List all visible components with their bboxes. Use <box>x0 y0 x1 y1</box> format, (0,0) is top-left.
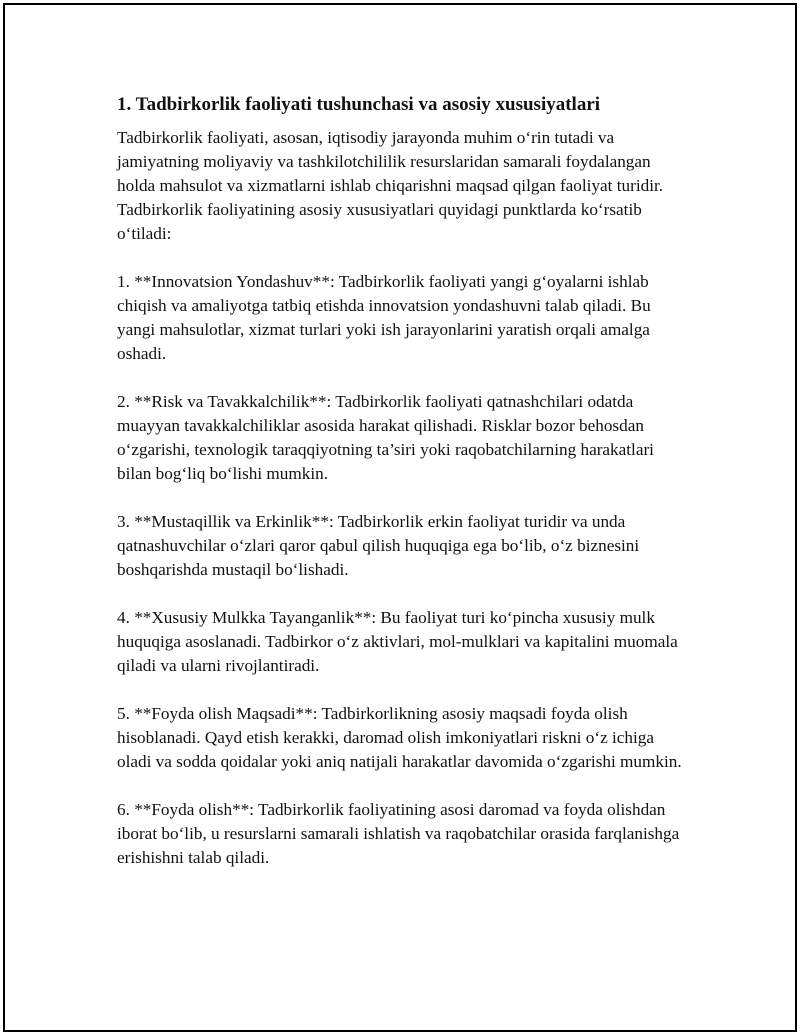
list-item-profit: 6. **Foyda olish**: Tadbirkorlik faoliyatining asosi daromad va foyda olishdan iborat bo‘lib, u resurslarni samarali ishlatish va raqobatchilar orasida farqlanishga erishishni talab qiladi. <box>117 800 680 867</box>
list-item-risk: 2. **Risk va Tavakkalchilik**: Tadbirkorlik faoliyati qatnashchilari odatda muayyan tavakkalchiliklar asosida harakat qilishadi. Risklar bozor behosdan o‘zgarishi, texnologik taraqqiyotning ta’siri yoki raqobatchilarning harakatlari bilan bog‘liq bo‘lishi mumkin. <box>117 392 654 483</box>
section-heading: 1. Tadbirkorlik faoliyati tushunchasi va asosiy xususiyatlari <box>117 94 601 115</box>
intro-paragraph: Tadbirkorlik faoliyati, asosan, iqtisodiy jarayonda muhim o‘rin tutadi va jamiyatning moliyaviy va tashkilotchililik resurslaridan samarali foydalangan holda mahsulot va xizmatlarni ishlab chiqarishni maqsad qilgan faoliyat turidir. Tadbirkorlik faoliyatining asosiy xususiyatlari quyidagi punktlarda ko‘rsatib o‘tiladi: <box>117 128 664 243</box>
list-item-profit-goal: 5. **Foyda olish Maqsadi**: Tadbirkorlikning asosiy maqsadi foyda olish hisoblanadi. Qayd etish kerakki, daromad olish imkoniyatlari riskni o‘z ichiga oladi va sodda qoidalar yoki aniq natijali harakatlar davomida o‘zgarishi mumkin. <box>117 704 682 771</box>
list-item-independence: 3. **Mustaqillik va Erkinlik**: Tadbirkorlik erkin faoliyat turidir va unda qatnashuvchilar o‘zlari qaror qabul qilish huquqiga ega bo‘lib, o‘z biznesini boshqarishda mustaqil bo‘lishadi. <box>117 512 640 579</box>
document-body <box>117 92 692 894</box>
list-item-innovation: 1. **Innovatsion Yondashuv**: Tadbirkorlik faoliyati yangi g‘oyalarni ishlab chiqish va amaliyotga tatbiq etishda innovatsion yondashuvni talab qiladi. Bu yangi mahsulotlar, xizmat turlari yoki ish jarayonlarini yaratish orqali amalga oshadi. <box>117 272 651 363</box>
list-item-private-property: 4. **Xususiy Mulkka Tayanganlik**: Bu faoliyat turi ko‘pincha xususiy mulk huquqiga asoslanadi. Tadbirkor o‘z aktivlari, mol-mulklari va kapitalini muomala qiladi va ularni rivojlantiradi. <box>117 608 678 675</box>
